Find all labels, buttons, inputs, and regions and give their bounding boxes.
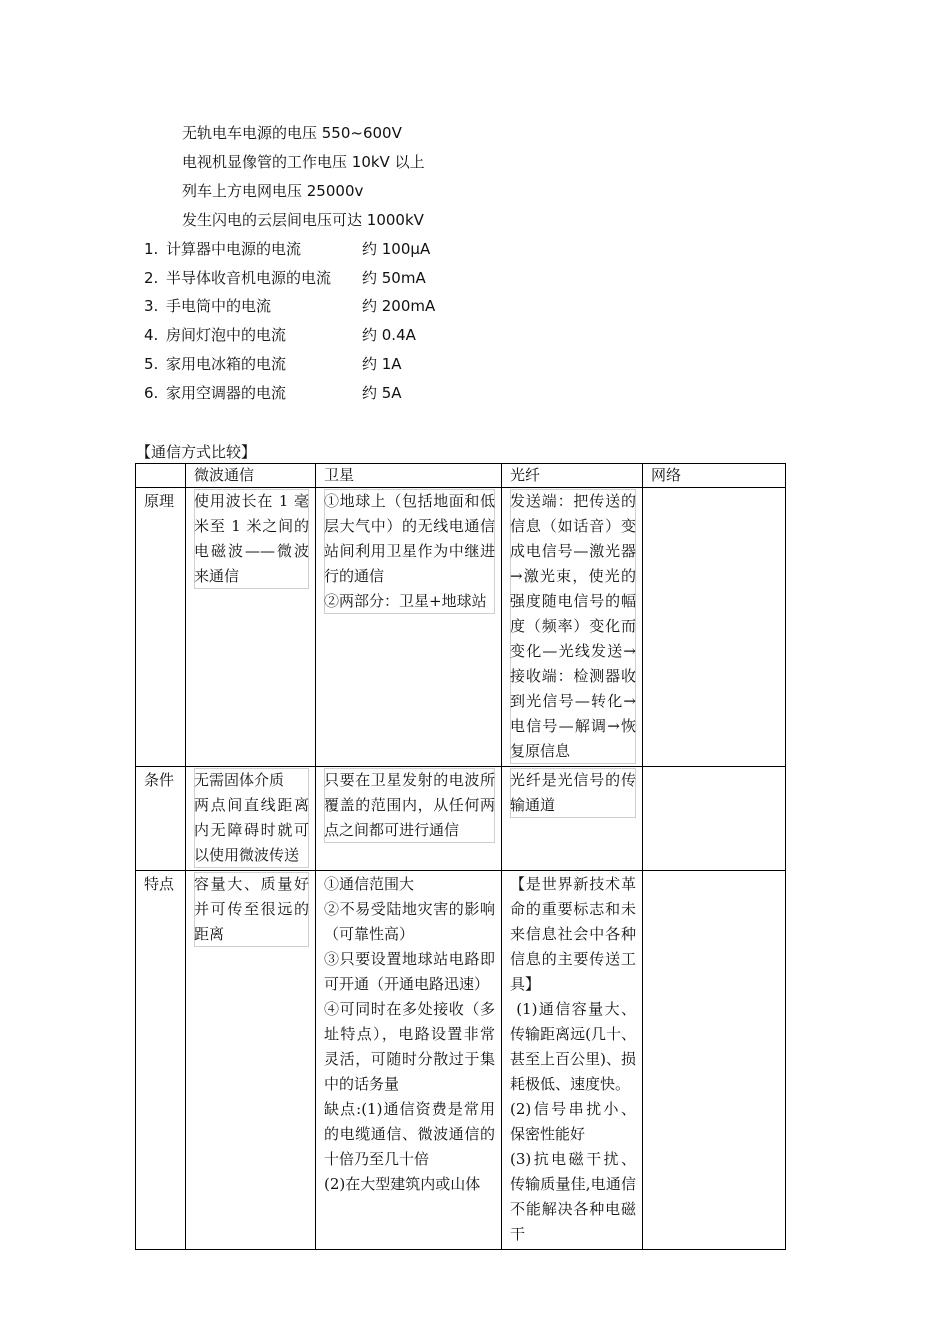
- cell-fiber-condition: [502, 767, 643, 871]
- current-item-value: 约 0.4A: [362, 326, 416, 344]
- cell-text: 使用波长在 1 毫米至 1 米之间的电磁波——微波来通信: [194, 489, 309, 589]
- table-row: [136, 488, 786, 767]
- current-item-value: 约 50mA: [362, 269, 426, 287]
- cell-satellite-condition: [316, 767, 502, 871]
- current-item-value: 约 100μA: [362, 240, 431, 258]
- cell-text: 容量大、质量好并可传至很远的距离: [194, 872, 309, 947]
- cell-fiber-feature: [502, 871, 643, 1250]
- voltage-line: 无轨电车电源的电压 550~600V: [182, 124, 402, 142]
- section-title: 【通信方式比较】: [136, 443, 257, 461]
- row-label-condition: 条件: [136, 767, 186, 871]
- table-row: [136, 767, 786, 871]
- cell-text: 【是世界新技术革命的重要标志和未来信息社会中各种信息的主要传送工具】 (1)通信容量大、传输距离远(几十、甚至上百公里)、损耗极低、速度快。 (2)信号串扰小、保密性能好 (3)抗电磁干扰、传输质量佳,电通信不能解决各种电磁干: [510, 875, 636, 1243]
- voltage-line: 发生闪电的云层间电压可达 1000kV: [182, 211, 424, 229]
- current-item-name: 计算器中电源的电流: [166, 240, 302, 258]
- cell-microwave-condition: [186, 767, 316, 871]
- current-item: [144, 239, 430, 259]
- row-label-principle: 原理: [136, 488, 186, 767]
- current-item-name: 家用空调器的电流: [166, 384, 287, 402]
- header-cell-network: 网络: [643, 464, 786, 488]
- cell-text: ①地球上（包括地面和低层大气中）的无线电通信站间利用卫星作为中继进行的通信 ②两部分：卫星+地球站: [324, 489, 495, 614]
- cell-microwave-principle: [186, 488, 316, 767]
- current-item: [144, 268, 426, 288]
- cell-network-feature: [643, 871, 786, 1250]
- row-label-feature: 特点: [136, 871, 186, 1250]
- current-item-number: 1.: [144, 240, 159, 258]
- header-cell-fiber: 光纤: [502, 464, 643, 488]
- current-item-number: 5.: [144, 355, 159, 373]
- cell-text: 发送端：把传送的信息（如话音）变成电信号—激光器→激光束，使光的强度随电信号的幅度（频率）变化而变化—光线发送→接收端：检测器收到光信号—转化→电信号—解调→恢复原信息: [510, 489, 636, 764]
- current-item-value: 约 1A: [362, 355, 402, 373]
- cell-text: ①通信范围大 ②不易受陆地灾害的影响（可靠性高） ③只要设置地球站电路即可开通（开通电路迅速） ④可同时在多处接收（多址特点），电路设置非常灵活，可随时分散过于集中的话务量 缺点:(1)通信资费是常用的电缆通信、微波通信的十倍乃至几十倍 (2)在大型建筑内或山体: [324, 875, 495, 1193]
- current-item-number: 4.: [144, 326, 159, 344]
- current-item: [144, 383, 402, 403]
- current-item-name: 手电筒中的电流: [166, 297, 272, 315]
- header-cell-microwave: 微波通信: [186, 464, 316, 488]
- table-row: [136, 871, 786, 1250]
- current-item: [144, 296, 435, 316]
- voltage-line: 列车上方电网电压 25000v: [182, 182, 364, 200]
- current-item-number: 2.: [144, 269, 159, 287]
- cell-text: 光纤是光信号的传输通道: [510, 768, 636, 818]
- current-item-name: 房间灯泡中的电流: [166, 326, 287, 344]
- current-item-number: 3.: [144, 297, 159, 315]
- current-item: [144, 325, 416, 345]
- header-cell-corner: [136, 464, 186, 488]
- current-item-name: 家用电冰箱的电流: [166, 355, 287, 373]
- header-cell-satellite: 卫星: [316, 464, 502, 488]
- cell-text: 只要在卫星发射的电波所覆盖的范围内，从任何两点之间都可进行通信: [324, 768, 495, 843]
- current-item-value: 约 200mA: [362, 297, 436, 315]
- cell-satellite-principle: [316, 488, 502, 767]
- current-item-value: 约 5A: [362, 384, 402, 402]
- cell-network-condition: [643, 767, 786, 871]
- voltage-line: 电视机显像管的工作电压 10kV 以上: [182, 153, 425, 171]
- cell-microwave-feature: [186, 871, 316, 1250]
- comparison-table: [135, 463, 786, 1250]
- current-item-name: 半导体收音机电源的电流: [166, 269, 332, 287]
- table-header-row: [136, 464, 786, 488]
- cell-fiber-principle: [502, 488, 643, 767]
- cell-satellite-feature: [316, 871, 502, 1250]
- cell-text: 无需固体介质 两点间直线距离内无障碍时就可以使用微波传送: [194, 768, 309, 868]
- current-item-number: 6.: [144, 384, 159, 402]
- current-item: [144, 354, 402, 374]
- cell-network-principle: [643, 488, 786, 767]
